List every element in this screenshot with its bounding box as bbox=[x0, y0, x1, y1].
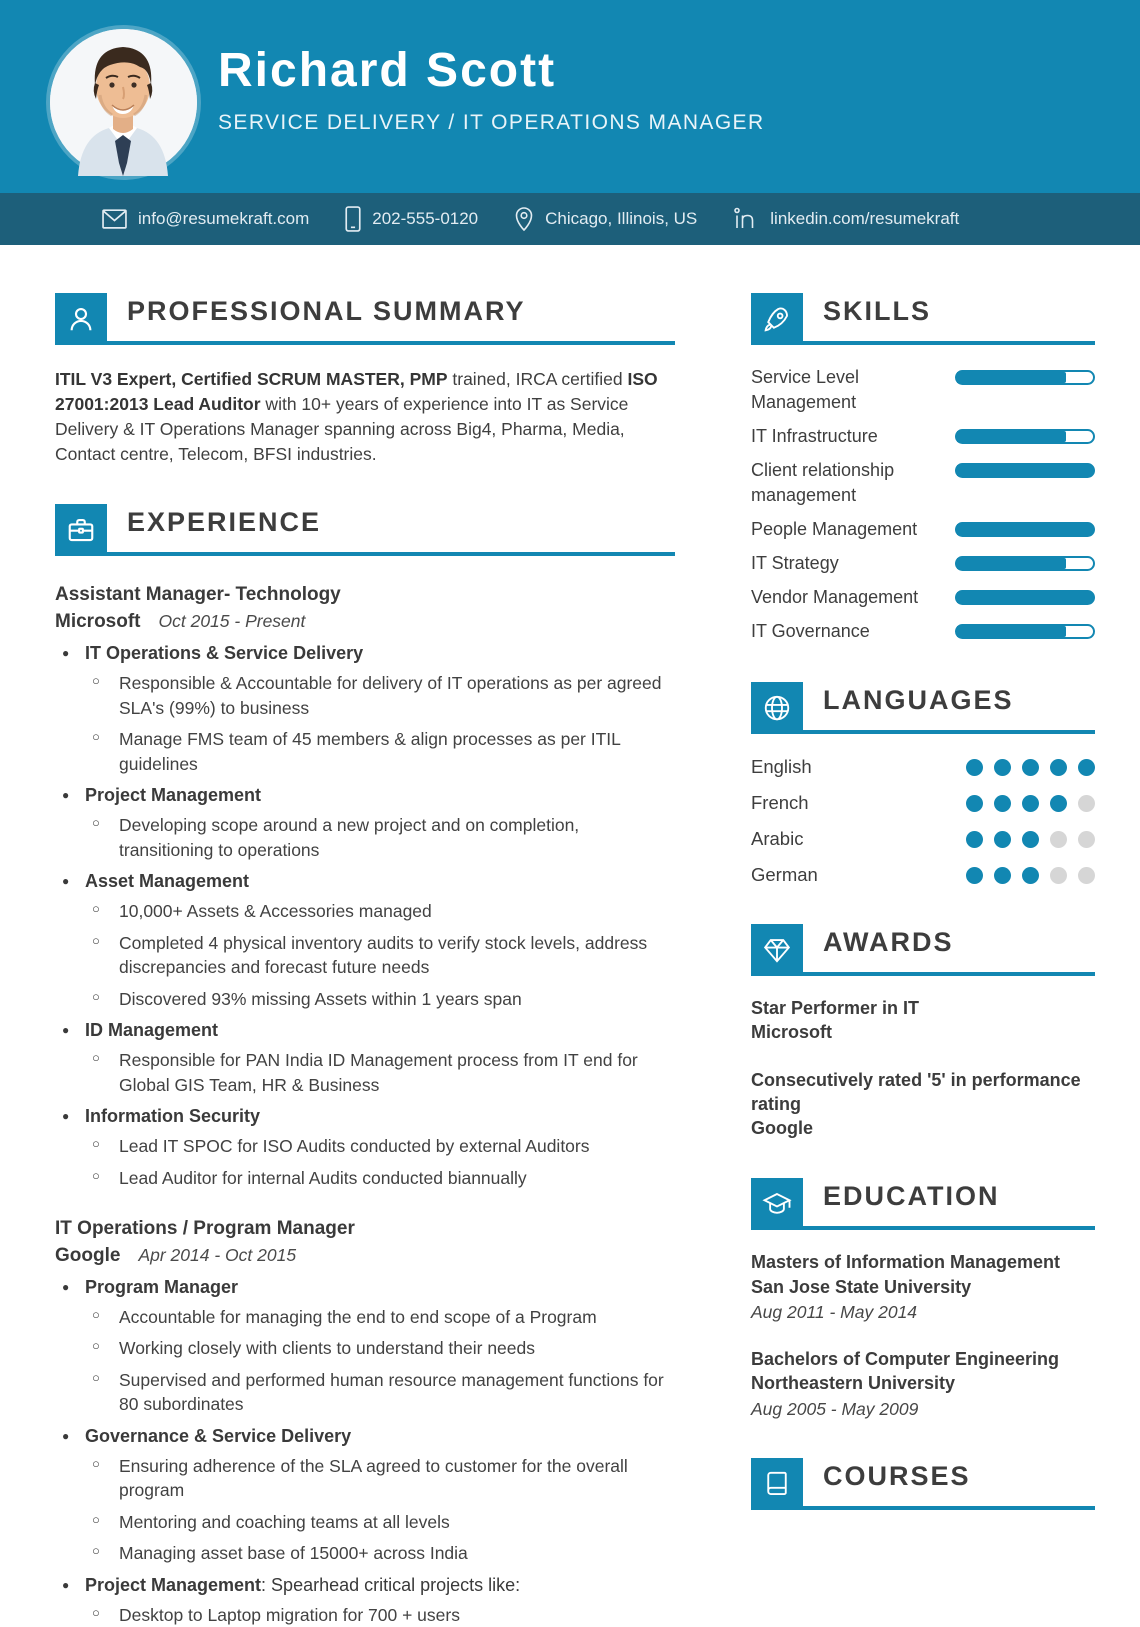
education-list bbox=[751, 1250, 1095, 1419]
duty-item: ○ Managing asset base of 15000+ across India bbox=[55, 1541, 675, 1566]
duty-item: ○ Desktop to Laptop migration for 700 + users bbox=[55, 1603, 675, 1627]
duty-group-name: Program Manager bbox=[85, 1276, 239, 1297]
section-underline bbox=[55, 552, 675, 556]
section-title: COURSES bbox=[823, 1460, 971, 1491]
section-title: PROFESSIONAL SUMMARY bbox=[127, 296, 526, 326]
duty-group-name: Project Management bbox=[85, 785, 262, 806]
section-header bbox=[751, 1458, 1095, 1510]
section-title: EDUCATION bbox=[823, 1181, 1000, 1212]
duty-group-title bbox=[55, 1575, 675, 1596]
summary-text bbox=[55, 367, 675, 466]
duty-item: ○ Accountable for managing the end to end scope of a Program bbox=[55, 1305, 675, 1330]
duty-item: ○ Developing scope around a new project and on completion, transitioning to operations bbox=[55, 813, 675, 862]
duty-group-title bbox=[55, 1426, 675, 1447]
company-name: Google bbox=[55, 1244, 121, 1266]
skill-row bbox=[751, 365, 1095, 415]
section-courses bbox=[751, 1458, 1095, 1510]
section-experience bbox=[55, 504, 675, 1627]
education-entry bbox=[751, 1347, 1095, 1420]
language-dot bbox=[966, 831, 983, 848]
job-dates: Oct 2015 - Present bbox=[158, 611, 306, 632]
duty-group-name: ID Management bbox=[85, 1020, 219, 1041]
language-name: Arabic bbox=[751, 828, 804, 849]
linkedin-text: linkedin.com/resumekraft bbox=[770, 209, 960, 228]
graduation-cap-icon bbox=[751, 1178, 803, 1230]
skill-bar bbox=[955, 590, 1095, 605]
duty-item: ○ Responsible for PAN India ID Management process from IT end for Global GIS Team, HR & Business bbox=[55, 1048, 675, 1097]
right-column bbox=[751, 293, 1095, 1627]
section-title: LANGUAGES bbox=[823, 685, 1014, 715]
skill-bar bbox=[955, 556, 1095, 571]
contact-linkedin[interactable] bbox=[733, 206, 959, 232]
language-dot bbox=[1078, 867, 1095, 884]
duty-group-name: IT Operations & Service Delivery bbox=[85, 643, 364, 664]
education-dates: Aug 2005 - May 2009 bbox=[751, 1398, 919, 1419]
contact-phone[interactable] bbox=[345, 206, 478, 232]
summary-segment: ITIL V3 Expert, Certified SCRUM MASTER, PMP bbox=[55, 369, 448, 389]
language-dot bbox=[1022, 831, 1039, 848]
section-header bbox=[751, 1178, 1095, 1230]
language-row bbox=[751, 864, 1095, 886]
duty-group-name: Governance & Service Delivery bbox=[85, 1425, 352, 1446]
skill-name: People Management bbox=[751, 519, 918, 539]
section-header bbox=[751, 293, 1095, 345]
location-pin-icon bbox=[514, 206, 534, 232]
location-text: Chicago, Illinois, US bbox=[545, 209, 698, 228]
left-column bbox=[55, 293, 675, 1627]
skill-fill bbox=[957, 626, 1066, 637]
resume-body bbox=[0, 245, 1140, 1627]
skill-bar bbox=[955, 522, 1095, 537]
book-icon bbox=[751, 1458, 803, 1510]
language-dot bbox=[1078, 759, 1095, 776]
awards-list bbox=[751, 996, 1095, 1140]
skill-row bbox=[751, 517, 1095, 542]
globe-icon bbox=[751, 682, 803, 734]
language-dot bbox=[994, 795, 1011, 812]
section-professional-summary bbox=[55, 293, 675, 466]
award-entry bbox=[751, 1068, 1095, 1141]
duty-item: ○ Responsible & Accountable for delivery of IT operations as per agreed SLA's (99%) to business bbox=[55, 671, 675, 720]
skill-row bbox=[751, 458, 1095, 508]
section-title: AWARDS bbox=[823, 927, 954, 957]
experience-job bbox=[55, 583, 675, 1190]
duty-item: ○ Mentoring and coaching teams at all levels bbox=[55, 1510, 675, 1535]
contact-location[interactable] bbox=[514, 206, 697, 232]
email-text: info@resumekraft.com bbox=[138, 209, 310, 228]
avatar bbox=[50, 29, 197, 176]
languages-list bbox=[751, 756, 1095, 886]
skill-name: Vendor Management bbox=[751, 587, 919, 607]
language-dot bbox=[966, 759, 983, 776]
language-dot bbox=[1022, 795, 1039, 812]
duty-item: ○ Supervised and performed human resource management functions for 80 subordinates bbox=[55, 1368, 675, 1417]
language-dot bbox=[1078, 795, 1095, 812]
language-row bbox=[751, 828, 1095, 850]
skill-fill bbox=[957, 372, 1066, 383]
duty-group-title bbox=[55, 1020, 675, 1041]
section-awards bbox=[751, 924, 1095, 1140]
summary-segment: trained, IRCA certified bbox=[447, 369, 628, 389]
language-row bbox=[751, 756, 1095, 778]
language-dot bbox=[966, 795, 983, 812]
contact-email[interactable] bbox=[102, 209, 309, 229]
award-title: Consecutively rated '5' in performance rating bbox=[751, 1069, 1081, 1114]
award-organization: Microsoft bbox=[751, 1022, 832, 1043]
education-entry bbox=[751, 1250, 1095, 1323]
phone-icon bbox=[345, 206, 361, 232]
skill-bar bbox=[955, 463, 1095, 478]
duty-group-title bbox=[55, 643, 675, 664]
language-dot bbox=[1050, 759, 1067, 776]
profile-photo bbox=[50, 29, 197, 176]
skill-bar bbox=[955, 624, 1095, 639]
skill-name: IT Infrastructure bbox=[751, 426, 878, 446]
contact-bar bbox=[0, 193, 1140, 245]
skill-fill bbox=[957, 524, 1093, 535]
skill-fill bbox=[957, 558, 1066, 569]
skill-row bbox=[751, 619, 1095, 644]
section-header bbox=[751, 924, 1095, 976]
education-degree: Masters of Information Management bbox=[751, 1252, 1061, 1273]
section-languages bbox=[751, 682, 1095, 886]
duty-groups bbox=[55, 1277, 675, 1627]
skill-bar bbox=[955, 429, 1095, 444]
section-header bbox=[751, 682, 1095, 734]
language-dot bbox=[1050, 795, 1067, 812]
section-education bbox=[751, 1178, 1095, 1419]
section-header bbox=[55, 504, 675, 556]
section-skills bbox=[751, 293, 1095, 644]
duty-item: ○ Discovered 93% missing Assets within 1 years span bbox=[55, 987, 675, 1012]
briefcase-icon bbox=[55, 504, 107, 556]
duty-item: ○ Manage FMS team of 45 members & align processes as per ITIL guidelines bbox=[55, 727, 675, 776]
language-dot bbox=[966, 867, 983, 884]
skill-name: IT Governance bbox=[751, 621, 870, 641]
person-name: Richard Scott bbox=[218, 44, 557, 97]
duty-item: ○ Lead Auditor for internal Audits conducted biannually bbox=[55, 1166, 675, 1191]
skill-fill bbox=[957, 431, 1066, 442]
job-dates: Apr 2014 - Oct 2015 bbox=[138, 1244, 297, 1265]
email-icon bbox=[102, 209, 127, 229]
duty-group-suffix: : Spearhead critical projects like: bbox=[261, 1574, 521, 1595]
language-dot bbox=[994, 867, 1011, 884]
skill-fill bbox=[957, 465, 1093, 476]
language-dot bbox=[1022, 759, 1039, 776]
education-degree: Bachelors of Computer Engineering bbox=[751, 1349, 1060, 1370]
linkedin-icon bbox=[733, 206, 759, 232]
skill-name: IT Strategy bbox=[751, 553, 839, 573]
education-dates: Aug 2011 - May 2014 bbox=[751, 1302, 918, 1323]
duty-item: ○ Lead IT SPOC for ISO Audits conducted by external Auditors bbox=[55, 1134, 675, 1159]
rocket-icon bbox=[751, 293, 803, 345]
duty-groups bbox=[55, 643, 675, 1190]
duty-group-title bbox=[55, 871, 675, 892]
education-school: San Jose State University bbox=[751, 1276, 972, 1297]
language-dot bbox=[1050, 867, 1067, 884]
summary-segment: with 10+ years of experience into IT as Service Delivery & IT Operations Manager spanning across Big4, Pharma, Media, Contact centre, Telecom, BFSI industries. bbox=[55, 393, 629, 464]
duty-group-title bbox=[55, 1277, 675, 1298]
person-title: SERVICE DELIVERY / IT OPERATIONS MANAGER bbox=[218, 111, 765, 135]
language-name: German bbox=[751, 864, 818, 885]
award-entry bbox=[751, 996, 1095, 1045]
duty-group-title bbox=[55, 785, 675, 806]
experience-list bbox=[55, 583, 675, 1627]
award-organization: Google bbox=[751, 1118, 813, 1139]
language-name: English bbox=[751, 756, 812, 777]
language-dots bbox=[955, 867, 1095, 884]
duty-group-name: Project Management bbox=[85, 1574, 262, 1595]
skill-bar bbox=[955, 370, 1095, 385]
skill-row bbox=[751, 585, 1095, 610]
duty-item: ○ Working closely with clients to understand their needs bbox=[55, 1336, 675, 1361]
language-name: French bbox=[751, 792, 809, 813]
language-dot bbox=[1022, 867, 1039, 884]
company-name: Microsoft bbox=[55, 611, 141, 633]
section-underline bbox=[55, 341, 675, 345]
skill-row bbox=[751, 551, 1095, 576]
duty-group-title bbox=[55, 1106, 675, 1127]
language-row bbox=[751, 792, 1095, 814]
job-title: Assistant Manager- Technology bbox=[55, 584, 341, 606]
duty-item: ○ 10,000+ Assets & Accessories managed bbox=[55, 899, 675, 924]
language-dot bbox=[994, 831, 1011, 848]
section-title: SKILLS bbox=[823, 296, 932, 326]
language-dots bbox=[955, 795, 1095, 812]
skill-fill bbox=[957, 592, 1093, 603]
duty-item: ○ Completed 4 physical inventory audits to verify stock levels, address discrepancies and forecast future needs bbox=[55, 931, 675, 980]
job-meta bbox=[55, 611, 675, 633]
header bbox=[0, 0, 1140, 193]
award-title: Star Performer in IT bbox=[751, 998, 920, 1018]
education-school: Northeastern University bbox=[751, 1373, 956, 1394]
experience-job bbox=[55, 1217, 675, 1627]
person-icon bbox=[55, 293, 107, 345]
language-dot bbox=[994, 759, 1011, 776]
language-dots bbox=[955, 831, 1095, 848]
phone-text: 202-555-0120 bbox=[372, 209, 479, 228]
language-dot bbox=[1078, 831, 1095, 848]
diamond-icon bbox=[751, 924, 803, 976]
language-dot bbox=[1050, 831, 1067, 848]
skill-name: Service Level Management bbox=[751, 367, 860, 412]
section-title: EXPERIENCE bbox=[127, 507, 322, 538]
job-meta bbox=[55, 1245, 675, 1267]
language-dots bbox=[955, 759, 1095, 776]
duty-group-name: Asset Management bbox=[85, 871, 250, 892]
summary-segment: ISO 27001:2013 Lead Auditor bbox=[55, 369, 658, 414]
section-header bbox=[55, 293, 675, 345]
duty-item: ○ Ensuring adherence of the SLA agreed to customer for the overall program bbox=[55, 1454, 675, 1503]
job-title: IT Operations / Program Manager bbox=[55, 1218, 355, 1240]
skill-name: Client relationship management bbox=[751, 460, 895, 505]
skill-row bbox=[751, 424, 1095, 449]
name-block bbox=[218, 46, 765, 135]
skills-list bbox=[751, 365, 1095, 644]
duty-group-name: Information Security bbox=[85, 1106, 261, 1127]
